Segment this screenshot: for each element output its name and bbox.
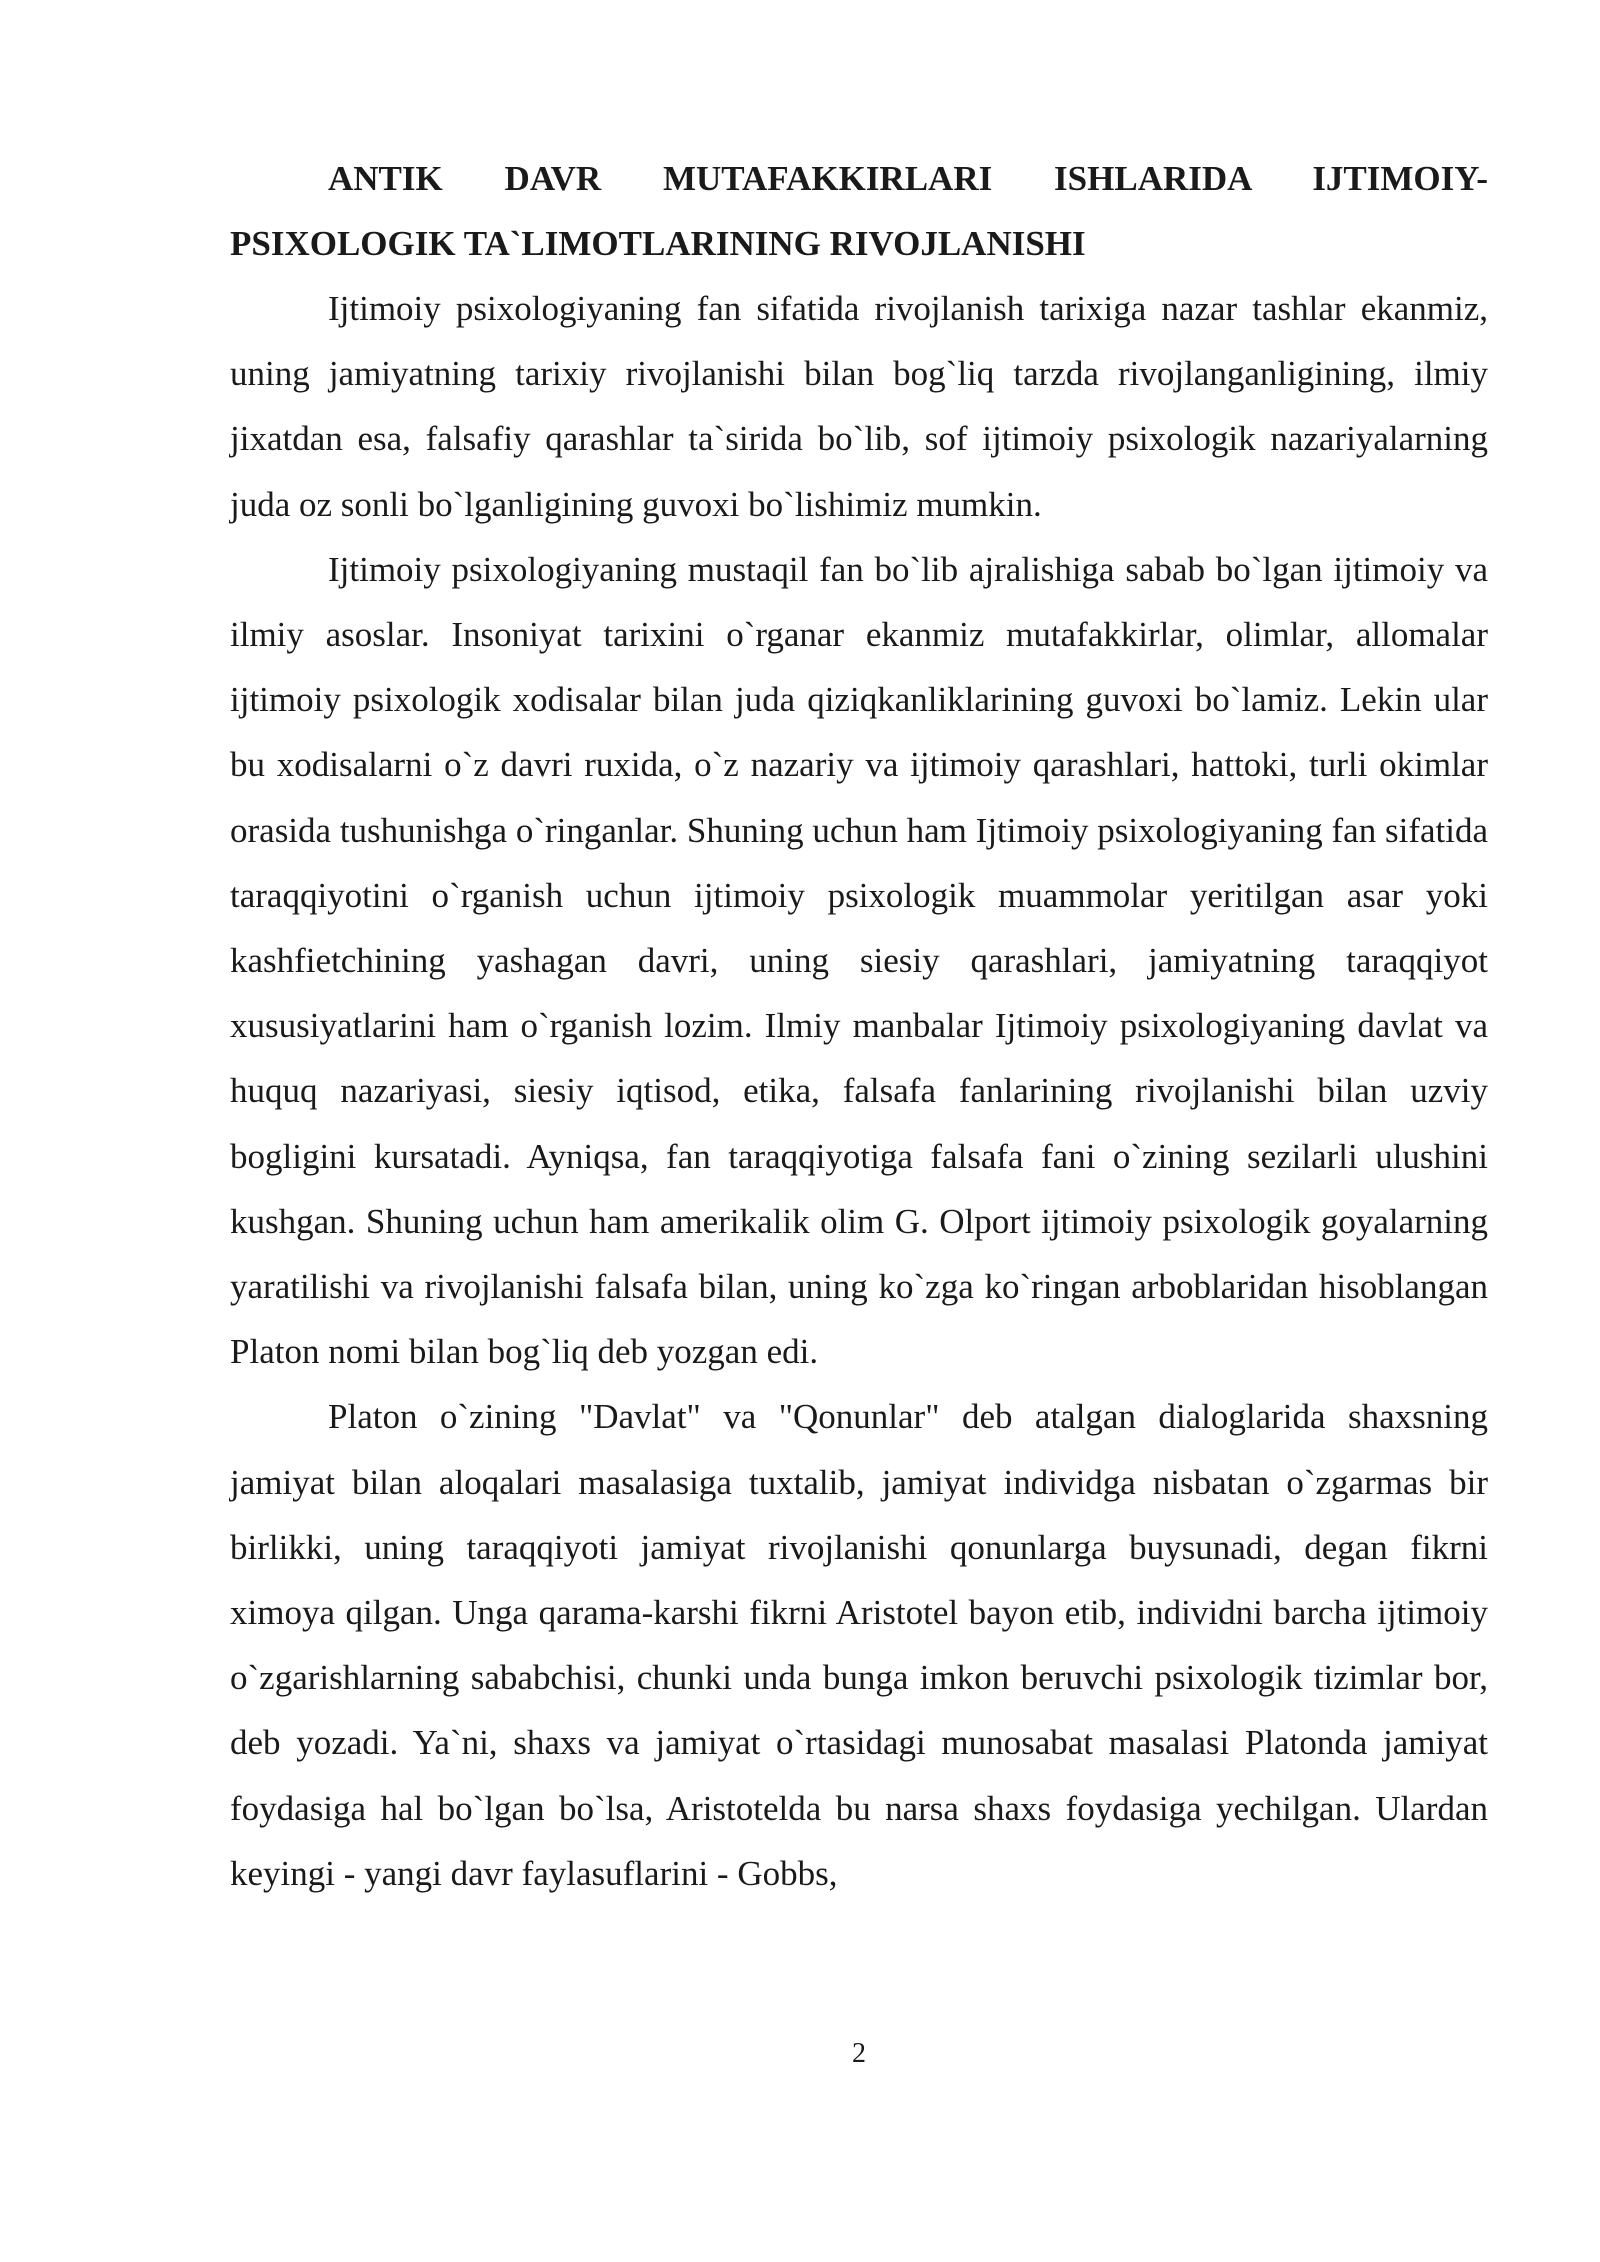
document-page [230,146,1488,1906]
title-line-2: PSIXOLOGIK TA`LIMOTLARINING RIVOJLANISHI [230,224,1086,263]
paragraph-1: Ijtimoiy psixologiyaning fan sifatida rivojlanish tarixiga nazar tashlar ekanmiz, uning jamiyatning tarixiy rivojlanishi bilan bog`liq tarzda rivojlanganligining, ilmiy jixatdan esa, falsafiy qarashlar ta`sirida bo`lib, sof ijtimoiy psixologik nazariyalarning juda oz sonli bo`lganligining guvoxi bo`lishimiz mumkin. [230,289,1488,524]
document-title [230,146,1488,276]
page-number: 2 [852,2038,866,2069]
paragraph-3: Platon o`zining "Davlat" va "Qonunlar" deb atalgan dialoglarida shaxsning jamiyat bilan aloqalari masalasiga tuxtalib, jamiyat individga nisbatan o`zgarmas bir birlikki, uning taraqqiyoti jamiyat rivojlanishi qonunlarga buysunadi, degan fikrni ximoya qilgan. Unga qarama-karshi fikrni Aristotel bayon etib, individni barcha ijtimoiy o`zgarishlarning sababchisi, chunki unda bunga imkon beruvchi psixologik tizimlar bor, deb yozadi. Ya`ni, shaxs va jamiyat o`rtasidagi munosabat masalasi Platonda jamiyat foydasiga hal bo`lgan bo`lsa, Aristotelda bu narsa shaxs foydasiga yechilgan. Ulardan keyingi - yangi davr faylasuflarini - Gobbs, [230,1397,1488,1893]
title-line-1: ANTIK DAVR MUTAFAKKIRLARI ISHLARIDA IJTIMOIY- [328,159,1488,198]
paragraph-2: Ijtimoiy psixologiyaning mustaqil fan bo`lib ajralishiga sabab bo`lgan ijtimoiy va ilmiy asoslar. Insoniyat tarixini o`rganar ekanmiz mutafakkirlar, olimlar, allomalar ijtimoiy psixologik xodisalar bilan juda qiziqkanliklarining guvoxi bo`lamiz. Lekin ular bu xodisalarni o`z davri ruxida, o`z nazariy va ijtimoiy qarashlari, hattoki, turli okimlar orasida tushunishga o`ringanlar. Shuning uchun ham Ijtimoiy psixologiyaning fan sifatida taraqqiyotini o`rganish uchun ijtimoiy psixologik muammolar yeritilgan asar yoki kashfietchining yashagan davri, uning siesiy qarashlari, jamiyatning taraqqiyot xususiyatlarini ham o`rganish lozim. Ilmiy manbalar Ijtimoiy psixologiyaning davlat va huquq nazariyasi, siesiy iqtisod, etika, falsafa fanlarining rivojlanishi bilan uzviy bogligini kursatadi. Ayniqsa, fan taraqqiyotiga falsafa fani o`zining sezilarli ulushini kushgan. Shuning uchun ham amerikalik olim G. Olport ijtimoiy psixologik goyalarning yaratilishi va rivojlanishi falsafa bilan, uning ko`zga ko`ringan arboblaridan hisoblangan Platon nomi bilan bog`liq deb yozgan edi. [230,549,1488,1372]
